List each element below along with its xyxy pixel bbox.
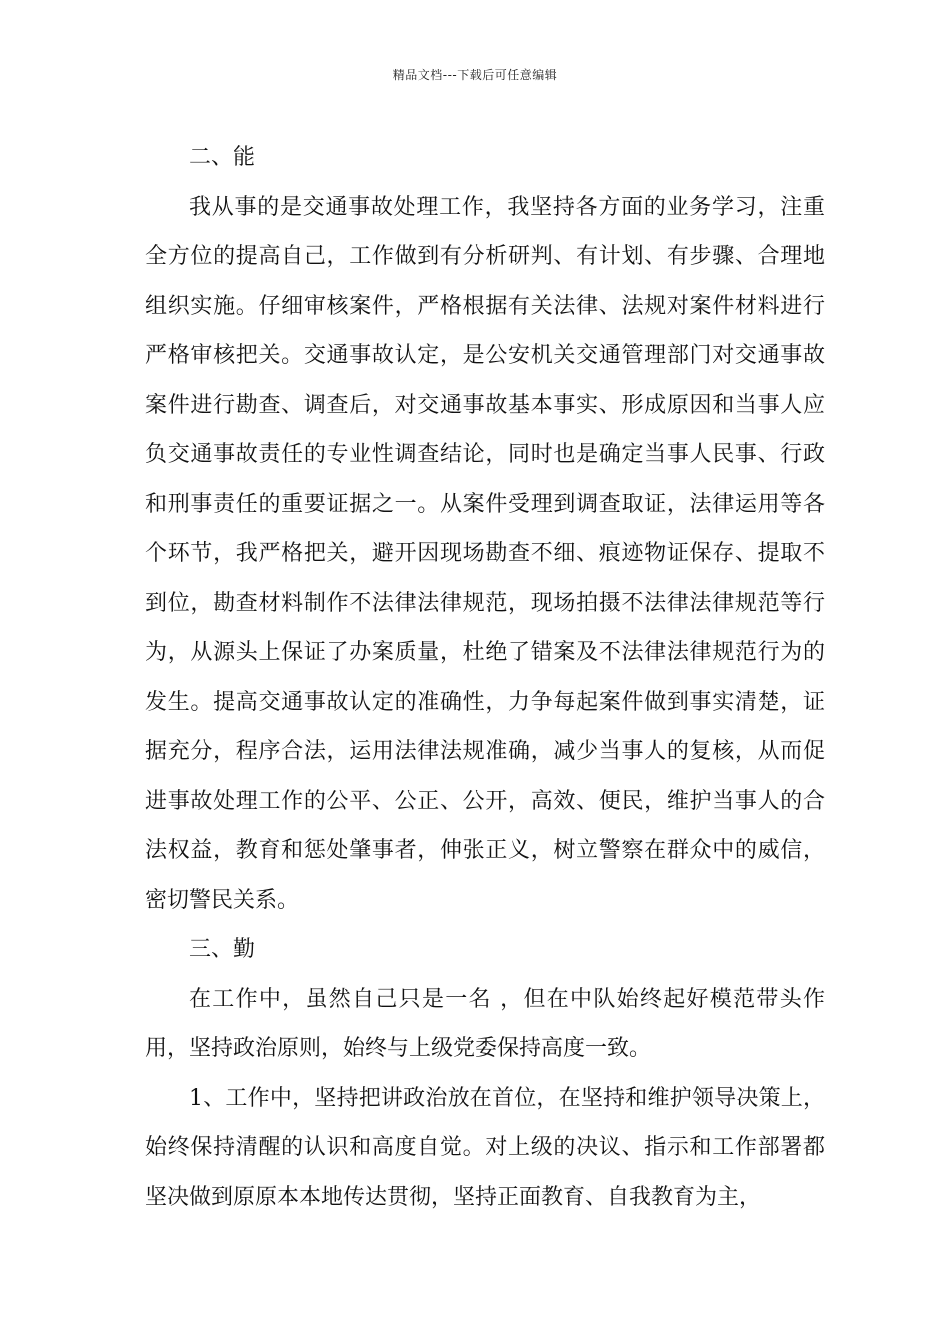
document-body <box>145 133 825 1222</box>
paragraph: 在工作中，虽然自己只是一名 ，但在中队始终起好模范带头作用，坚持政治原则，始终与上级党委保持高度一致。 <box>145 986 825 1061</box>
section-heading: 三、勤 <box>189 937 256 962</box>
page-header: 精品文档---下载后可任意编辑 <box>392 68 558 82</box>
section-heading: 二、能 <box>189 145 256 170</box>
paragraph: 1、工作中，坚持把讲政治放在首位，在坚持和维护领导决策上，始终保持清醒的认识和高度自觉。对上级的决议、指示和工作部署都坚决做到原原本本地传达贯彻，坚持正面教育、自我教育为主， <box>145 1085 825 1210</box>
paragraph: 我从事的是交通事故处理工作，我坚持各方面的业务学习，注重全方位的提高自己，工作做到有分析研判、有计划、有步骤、合理地组织实施。仔细审核案件，严格根据有关法律、法规对案件材料进行严格审核把关。交通事故认定，是公安机关交通管理部门对交通事故案件进行勘查、调查后，对交通事故基本事实、形成原因和当事人应负交通事故责任的专业性调查结论，同时也是确定当事人民事、行政和刑事责任的重要证据之一。从案件受理到调查取证，法律运用等各个环节，我严格把关，避开因现场勘查不细、痕迹物证保存、提取不到位，勘查材料制作不法律法律规范，现场拍摄不法律法律规范等行为，从源头上保证了办案质量，杜绝了错案及不法律法律规范行为的发生。提高交通事故认定的准确性，力争每起案件做到事实清楚，证据充分，程序合法，运用法律法规准确，减少当事人的复核，从而促进事故处理工作的公平、公正、公开，高效、便民，维护当事人的合法权益，教育和惩处肇事者，伸张正义，树立警察在群众中的威信，密切警民关系。 <box>145 194 825 913</box>
